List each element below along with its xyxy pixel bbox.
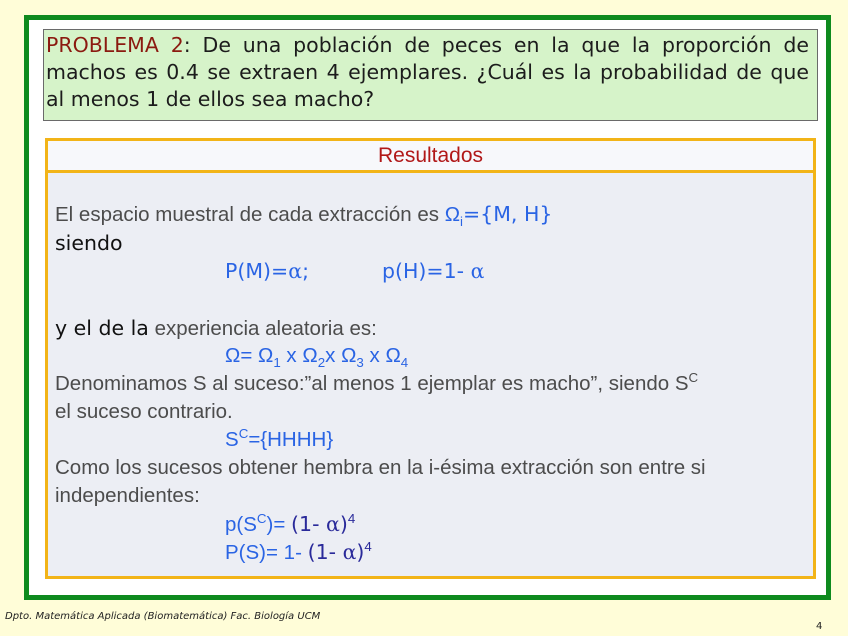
omega-1: Ω bbox=[258, 344, 274, 367]
pc-paren: (1- bbox=[291, 512, 326, 536]
probabilities-line bbox=[225, 259, 484, 283]
event-probability-line bbox=[225, 540, 372, 565]
complement-set: ={HHHH} bbox=[248, 428, 334, 451]
pc-close: )= bbox=[266, 513, 292, 536]
complement-s: S bbox=[225, 428, 239, 451]
pc-open: p(S bbox=[225, 513, 257, 536]
pc-sup: C bbox=[256, 511, 267, 527]
omega-2: Ω bbox=[302, 344, 318, 367]
complement-probability-line bbox=[225, 512, 355, 537]
event-definition-line bbox=[55, 372, 698, 396]
problem-statement bbox=[43, 29, 818, 121]
complement-sup: C bbox=[238, 426, 249, 442]
experience-text: experiencia aleatoria es: bbox=[148, 317, 377, 340]
times-2: x bbox=[325, 344, 342, 367]
contrary-event-line: el suceso contrario. bbox=[55, 400, 233, 423]
omega-eq: = bbox=[240, 344, 258, 367]
times-3: x bbox=[363, 344, 386, 367]
problem-label: PROBLEMA 2 bbox=[46, 33, 184, 57]
omega-3: Ω bbox=[341, 344, 357, 367]
ps-power: 4 bbox=[364, 539, 372, 555]
page-number: 4 bbox=[816, 621, 823, 632]
omega-4: Ω bbox=[385, 344, 401, 367]
ps-paren: (1- bbox=[307, 540, 343, 564]
ph-text: p(H)=1- bbox=[382, 259, 471, 283]
ps-alpha: α bbox=[342, 540, 357, 564]
event-definition-text: Denominamos S al suceso:”al menos 1 ejemplar es macho”, siendo S bbox=[55, 372, 689, 395]
pc-alpha: α bbox=[326, 512, 340, 536]
experience-line bbox=[55, 316, 377, 341]
independientes-line: independientes: bbox=[55, 484, 200, 507]
omega-4-sub: 4 bbox=[400, 355, 409, 371]
pm-text: P(M)= bbox=[225, 259, 289, 283]
experience-dv-text: y el de la bbox=[55, 316, 149, 340]
ps-paren-close: ) bbox=[356, 540, 365, 564]
omega-subscript: i bbox=[460, 214, 463, 230]
complement-set-line bbox=[225, 428, 333, 452]
sample-space-set: ={M, H} bbox=[463, 202, 553, 226]
omega-product-line bbox=[225, 344, 409, 371]
siendo-line: siendo bbox=[55, 231, 123, 255]
pc-paren-close: ) bbox=[339, 512, 348, 536]
alpha-symbol: α bbox=[288, 259, 303, 283]
independence-line: Como los sucesos obtener hembra en la i-ésima extracción son entre si bbox=[55, 456, 706, 479]
omega-3-sub: 3 bbox=[356, 355, 364, 371]
alpha-symbol-2: α bbox=[470, 259, 485, 283]
omega-symbol: Ω bbox=[444, 203, 461, 226]
omega-1-sub: 1 bbox=[273, 355, 281, 371]
times-1: x bbox=[280, 344, 303, 367]
pc-power: 4 bbox=[347, 511, 356, 527]
problem-text: : De una población de peces en la que la proporción de machos es 0.4 se extraen 4 ejemplares. ¿Cuál es la probabilidad de que al menos 1 de ellos sea macho? bbox=[46, 33, 809, 111]
footer-department: Dpto. Matemática Aplicada (Biomatemática) Fac. Biología UCM bbox=[5, 611, 321, 622]
omega-total: Ω bbox=[225, 344, 241, 367]
results-title: Resultados bbox=[48, 141, 813, 173]
ps-text: P(S)= 1- bbox=[225, 541, 308, 564]
sample-space-text: El espacio muestral de cada extracción es bbox=[55, 203, 445, 226]
semicolon: ; bbox=[302, 259, 309, 283]
omega-2-sub: 2 bbox=[317, 355, 326, 371]
sample-space-line bbox=[55, 202, 553, 230]
complement-superscript: C bbox=[688, 370, 699, 386]
